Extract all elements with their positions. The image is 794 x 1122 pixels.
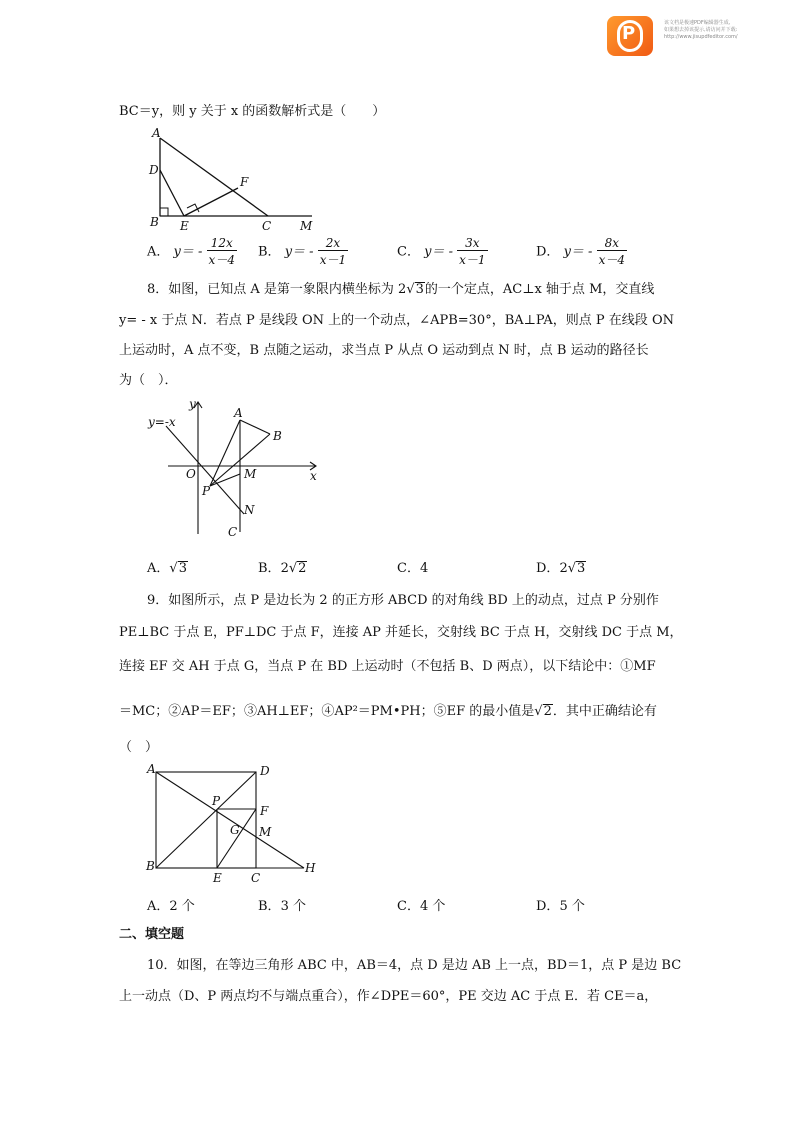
q7-label-a: A <box>152 126 161 140</box>
q9-label-e: E <box>213 871 222 882</box>
q9-label-d: D <box>260 764 270 778</box>
q8-text-line4: 为（ ）． <box>119 373 178 388</box>
q9-text-line2: PE⊥BC 于点 E，PF⊥DC 于点 F，连接 AP 并延长，交射线 BC 于点 H，交射线 DC 于点 M， <box>119 625 683 640</box>
q9-label-h: H <box>305 861 316 875</box>
q9-label-c: C <box>251 871 261 882</box>
q8-label-c: C <box>228 525 238 539</box>
q8-label-o: O <box>186 467 196 481</box>
q9-text-line3: 连接 EF 交 AH 于点 G，当点 P 在 BD 上运动时（不包括 B、D 两点），以下结论中：①MF <box>119 659 656 674</box>
q8-label-b: B <box>273 429 282 443</box>
q10-text-line2: 上一动点（D、P 两点均不与端点重合），作∠DPE＝60°，PE 交边 AC 于点 E．若 CE＝a， <box>119 989 658 1004</box>
section-heading: 二、填空题 <box>119 927 185 942</box>
q8-label-m: M <box>244 467 257 481</box>
q8-text-line2: y= - x 于点 N．若点 P 是线段 ON 上的一个动点，∠APB=30°，BA⊥PA，则点 P 在线段 ON <box>119 313 674 328</box>
q9-option-c[interactable]: C．4 个 <box>397 899 446 914</box>
q7-option-b[interactable]: B． y＝ - $\frac{2x}{x-1}$ <box>258 236 347 267</box>
q9-text-line1: 9．如图所示，点 P 是边长为 2 的正方形 ABCD 的对角线 BD 上的动点，过点 P 分别作 <box>147 593 659 608</box>
q9-option-b[interactable]: B．3 个 <box>258 899 306 914</box>
q9-figure <box>140 760 330 882</box>
q10-text-line1: 10．如图，在等边三角形 ABC 中，AB＝4，点 D 是边 AB 上一点，BD＝1，点 P 是边 BC <box>147 958 682 973</box>
q7-text: BC＝y，则 y 关于 x 的函数解析式是（ ） <box>119 104 386 119</box>
q7-label-b: B <box>150 215 159 229</box>
q9-text-line5: （ ） <box>119 740 159 755</box>
q7-label-e: E <box>180 219 189 233</box>
q9-label-p: P <box>212 794 221 808</box>
q8-label-a: A <box>234 406 243 420</box>
q9-option-a[interactable]: A．2 个 <box>147 899 195 914</box>
q8-label-x: x <box>310 469 317 483</box>
q8-option-d[interactable]: D．2√3 <box>536 561 586 576</box>
q8-label-line: y=-x <box>148 415 176 429</box>
q9-label-a: A <box>147 762 156 776</box>
q7-label-f: F <box>240 175 249 189</box>
q8-label-p: P <box>202 484 211 498</box>
q7-label-c: C <box>262 219 272 233</box>
q7-option-a[interactable]: A． y＝ - $\frac{12x}{x-4}$ <box>147 236 235 267</box>
q7-figure <box>140 124 330 234</box>
q7-label-m: M <box>300 219 313 233</box>
q8-option-b[interactable]: B．2√2 <box>258 561 307 576</box>
q7-label-d: D <box>149 163 159 177</box>
q8-label-n: N <box>244 503 255 517</box>
q9-text-line4: ＝MC；②AP＝EF；③AH⊥EF；④AP²＝PM•PH；⑤EF 的最小值是√2．其中正确结论有 <box>119 704 657 719</box>
q8-option-a[interactable]: A．√3 <box>147 561 187 576</box>
logo-note: 该文档是极速PDF编辑器生成, 如果想去掉该提示,请访问并下载: http://www.jisupdfeditor.com/ <box>664 20 738 40</box>
pdf-editor-logo-icon <box>607 16 653 56</box>
q9-label-g: G <box>230 823 240 837</box>
q9-option-d[interactable]: D．5 个 <box>536 899 585 914</box>
q8-label-y: y <box>189 397 196 411</box>
q8-text-line1: 8．如图，已知点 A 是第一象限内横坐标为 2√3的一个定点，AC⊥x 轴于点 M，交直线 <box>147 282 655 297</box>
q9-label-m: M <box>259 825 272 839</box>
q9-label-b: B <box>146 859 155 873</box>
q8-figure <box>140 396 330 546</box>
q7-option-c[interactable]: C． y＝ - $\frac{3x}{x-1}$ <box>397 236 486 267</box>
logo-letter: P <box>622 23 636 44</box>
q7-option-d[interactable]: D． y＝ - $\frac{8x}{x-4}$ <box>536 236 625 267</box>
q8-text-line3: 上运动时，A 点不变，B 点随之运动，求当点 P 从点 O 运动到点 N 时，点 B 运动的路径长 <box>119 343 649 358</box>
q8-option-c[interactable]: C．4 <box>397 561 429 576</box>
q9-label-f: F <box>260 804 269 818</box>
